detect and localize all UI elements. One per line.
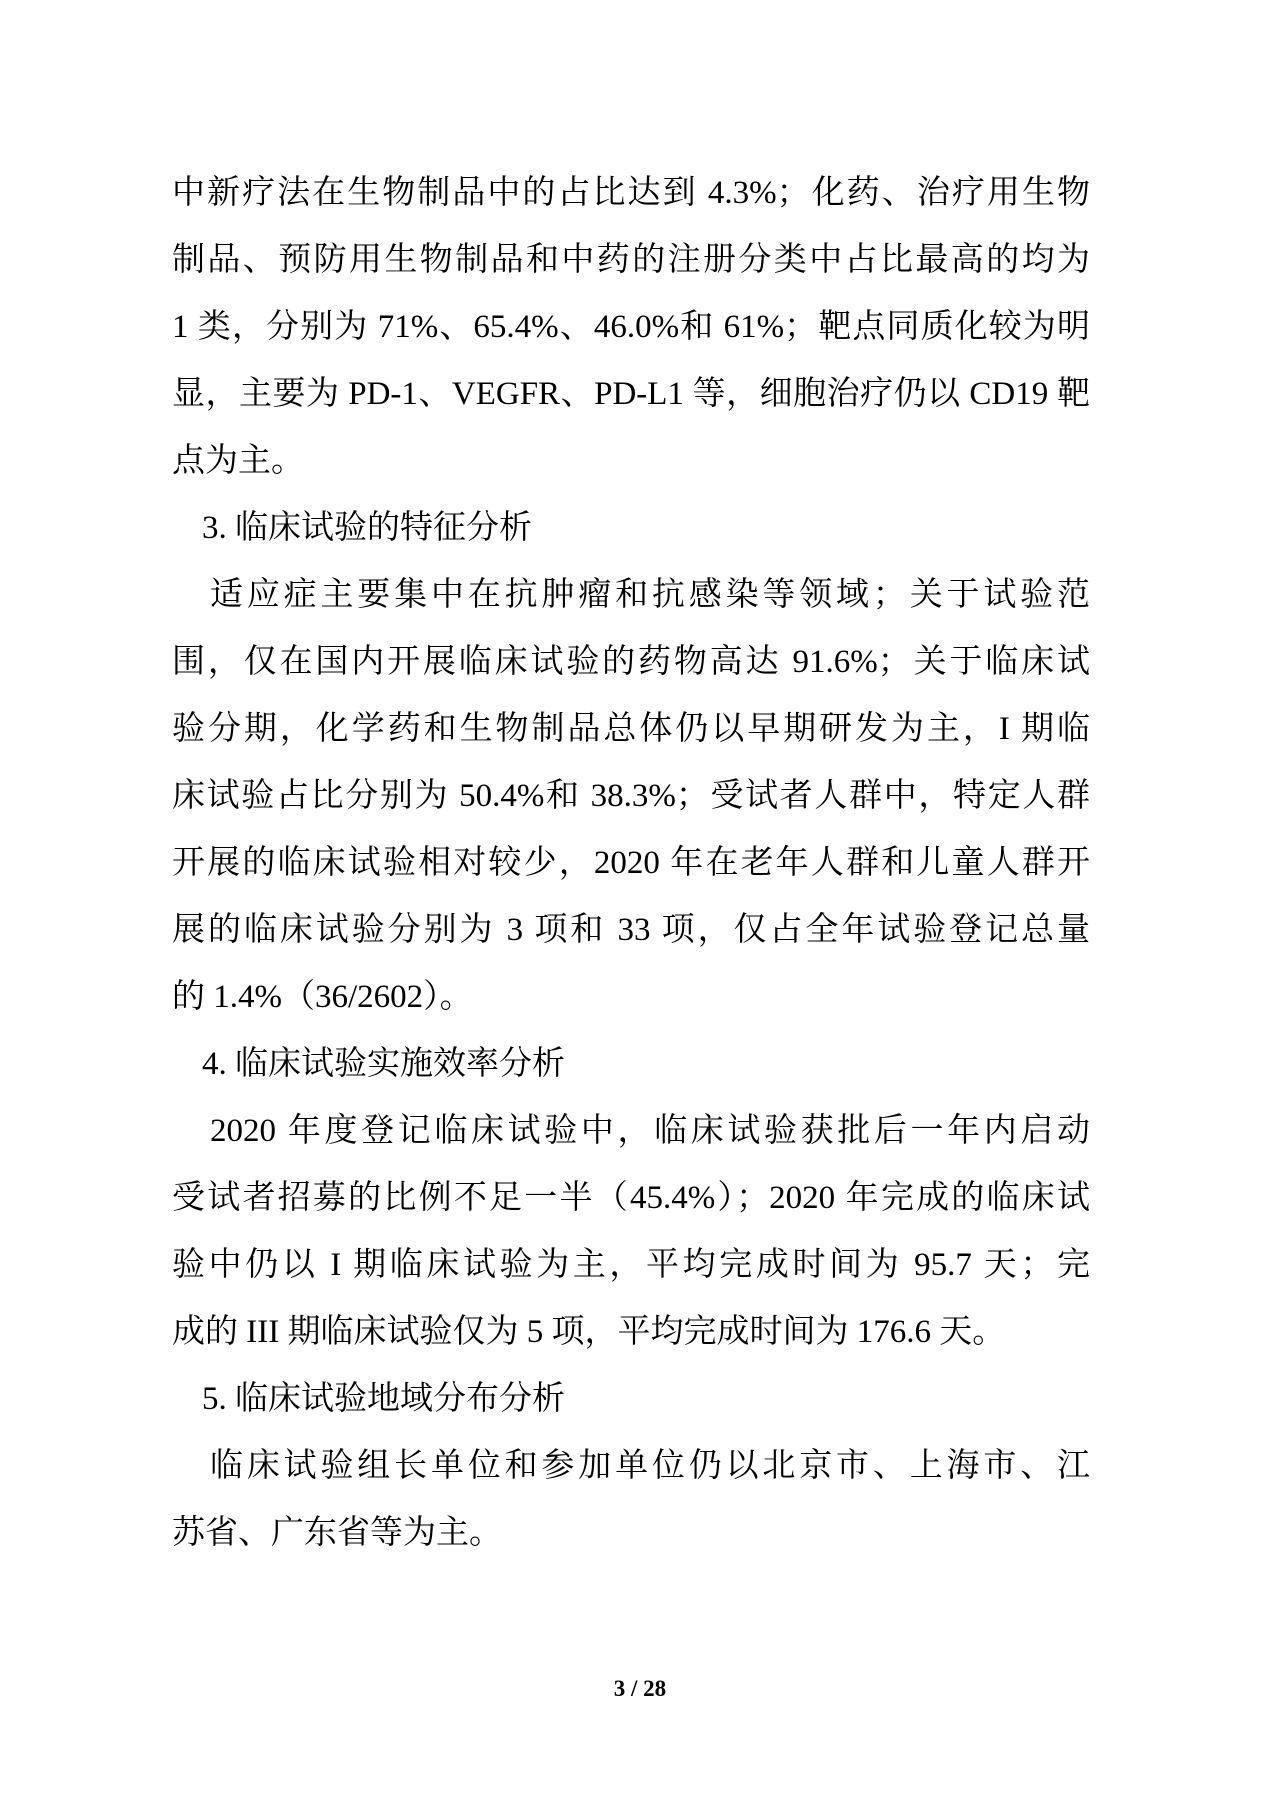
paragraph-line: 临床试验组长单位和参加单位仍以北京市、上海市、江 [210,1448,1090,1484]
paragraph-line: 苏省、广东省等为主。 [172,1515,502,1551]
paragraph-line: 开展的临床试验相对较少，2020 年在老年人群和儿童人群开 [172,845,1090,881]
paragraph-line: 受试者招募的比例不足一半（45.4%）；2020 年完成的临床试 [172,1180,1090,1216]
paragraph-line: 点为主。 [172,443,304,479]
paragraph-line: 适应症主要集中在抗肿瘤和抗感染等领域；关于试验范 [210,577,1090,613]
paragraph-line: 显，主要为 PD-1、VEGFR、PD-L1 等，细胞治疗仍以 CD19 靶 [172,376,1090,412]
section-heading: 4. 临床试验实施效率分析 [202,1046,565,1082]
paragraph-line: 展的临床试验分别为 3 项和 33 项，仅占全年试验登记总量 [172,912,1090,948]
paragraph-line: 成的 III 期临床试验仅为 5 项，平均完成时间为 176.6 天。 [172,1314,1006,1350]
paragraph-line: 中新疗法在生物制品中的占比达到 4.3%；化药、治疗用生物 [172,175,1090,211]
paragraph-line: 验分期，化学药和生物制品总体仍以早期研发为主，I 期临 [172,711,1090,747]
paragraph-line: 床试验占比分别为 50.4%和 38.3%；受试者人群中，特定人群 [172,778,1090,814]
paragraph-line: 验中仍以 I 期临床试验为主，平均完成时间为 95.7 天；完 [172,1247,1090,1283]
paragraph-line: 制品、预防用生物制品和中药的注册分类中占比最高的均为 [172,242,1090,278]
paragraph-line: 围，仅在国内开展临床试验的药物高达 91.6%；关于临床试 [172,644,1090,680]
paragraph-line: 1 类，分别为 71%、65.4%、46.0%和 61%；靶点同质化较为明 [172,309,1090,345]
page-number: 3 / 28 [613,1676,667,1701]
paragraph-line: 2020 年度登记临床试验中，临床试验获批后一年内启动 [210,1113,1090,1149]
document-body [172,160,1090,1567]
section-heading: 3. 临床试验的特征分析 [202,510,532,546]
section-heading: 5. 临床试验地域分布分析 [202,1381,565,1417]
paragraph-line: 的 1.4%（36/2602）。 [172,979,473,1015]
